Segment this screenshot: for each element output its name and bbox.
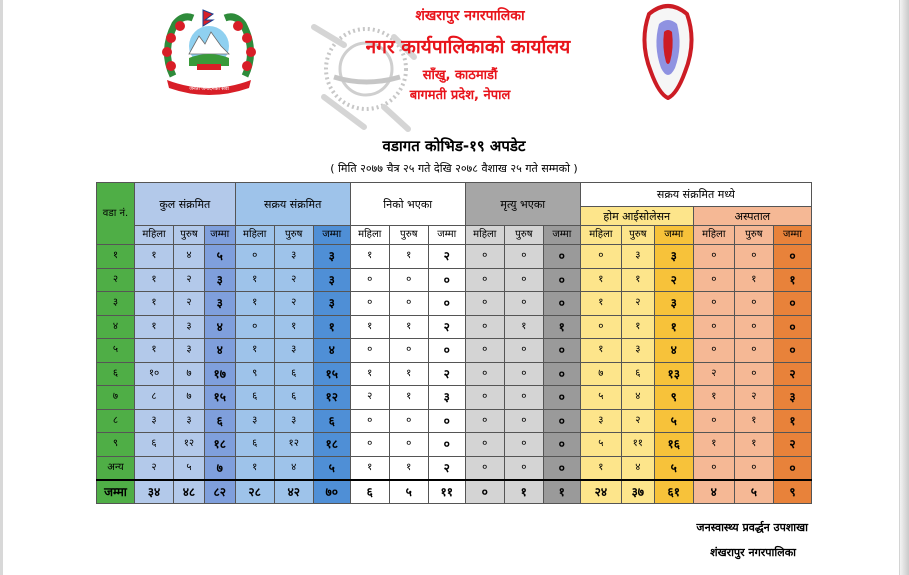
ward-cell: ७ <box>97 386 135 410</box>
deaths-female-cell: ० <box>465 386 504 410</box>
active-infected-total-cell: ५ <box>313 456 350 480</box>
total-infected-total-subheader: जम्मा <box>204 226 235 245</box>
hospital-female-cell: ० <box>693 292 734 316</box>
hospital-male-cell: ५ <box>734 480 773 504</box>
recovered-total-cell: ० <box>428 339 465 363</box>
home-isolation-female-cell: ० <box>580 245 621 269</box>
deaths-total-cell: ० <box>543 268 580 292</box>
deaths-male-cell: ० <box>504 292 543 316</box>
active-infected-male-cell: ६ <box>274 386 313 410</box>
active-infected-total-cell: १२ <box>313 386 350 410</box>
hospital-female-cell: ० <box>693 268 734 292</box>
hospital-male-subheader: पुरुष <box>734 226 773 245</box>
recovered-female-cell: ६ <box>350 480 389 504</box>
hospital-total-cell: २ <box>773 433 811 457</box>
home-isolation-total-cell: १३ <box>654 362 693 386</box>
active-infected-male-cell: ३ <box>274 339 313 363</box>
hospital-total-cell: ० <box>773 245 811 269</box>
total-infected-total-cell: १७ <box>204 362 235 386</box>
recovered-header: निको भएका <box>350 183 465 226</box>
nepal-emblem-icon <box>153 6 265 96</box>
active-infected-male-cell: ६ <box>274 362 313 386</box>
ward-cell: ६ <box>97 362 135 386</box>
active-infected-total-cell: १५ <box>313 362 350 386</box>
total-infected-total-cell: ४ <box>204 315 235 339</box>
home-isolation-female-cell: ३ <box>580 409 621 433</box>
total-infected-female-cell: ६ <box>135 433 174 457</box>
deaths-total-cell: ० <box>543 362 580 386</box>
active-infected-female-cell: १ <box>235 268 274 292</box>
total-infected-female-cell: १ <box>135 315 174 339</box>
active-infected-female-cell: ६ <box>235 433 274 457</box>
footer-municipality: शंखरापुर नगरपालिका <box>710 546 796 559</box>
total-infected-total-cell: १८ <box>204 433 235 457</box>
table-row <box>97 456 812 480</box>
ward-cell: ४ <box>97 315 135 339</box>
deaths-female-cell: ० <box>465 339 504 363</box>
deaths-male-cell: ० <box>504 433 543 457</box>
deaths-total-cell: ० <box>543 292 580 316</box>
deaths-total-cell: ० <box>543 245 580 269</box>
hospital-male-cell: २ <box>734 386 773 410</box>
hospital-male-cell: १ <box>734 268 773 292</box>
home-isolation-male-cell: ३ <box>621 339 654 363</box>
home-isolation-male-cell: ३ <box>621 245 654 269</box>
recovered-female-cell: ० <box>350 409 389 433</box>
home-isolation-total-cell: ५ <box>654 409 693 433</box>
total-infected-total-cell: ३ <box>204 292 235 316</box>
hospital-male-cell: ० <box>734 456 773 480</box>
recovered-male-cell: ० <box>389 409 428 433</box>
deaths-male-cell: १ <box>504 480 543 504</box>
footer-department: जनस्वास्थ्य प्रवर्द्धन उपशाखा <box>696 521 808 534</box>
total-infected-total-cell: १५ <box>204 386 235 410</box>
office-name: नगर कार्यपालिकाको कार्यालय <box>365 36 571 58</box>
active-infected-total-cell: १८ <box>313 433 350 457</box>
hospital-total-cell: ० <box>773 315 811 339</box>
total-infected-male-cell: ३ <box>174 315 205 339</box>
total-infected-total-cell: ५ <box>204 245 235 269</box>
recovered-female-cell: १ <box>350 456 389 480</box>
active-infected-female-cell: ० <box>235 315 274 339</box>
hospital-total-cell: ० <box>773 292 811 316</box>
deaths-male-cell: ० <box>504 339 543 363</box>
deaths-total-cell: १ <box>543 315 580 339</box>
total-infected-header: कुल संक्रमित <box>135 183 236 226</box>
total-infected-total-cell: ८२ <box>204 480 235 504</box>
recovered-female-cell: १ <box>350 315 389 339</box>
active-infected-female-cell: १ <box>235 456 274 480</box>
deaths-female-cell: ० <box>465 409 504 433</box>
home-isolation-male-subheader: पुरुष <box>621 226 654 245</box>
deaths-header: मृत्यु भएका <box>465 183 580 226</box>
hospital-female-cell: ० <box>693 456 734 480</box>
total-infected-male-cell: ७ <box>174 362 205 386</box>
total-infected-total-cell: ३ <box>204 268 235 292</box>
active-infected-female-cell: ६ <box>235 386 274 410</box>
home-isolation-total-subheader: जम्मा <box>654 226 693 245</box>
deaths-female-cell: ० <box>465 292 504 316</box>
hospital-female-subheader: महिला <box>693 226 734 245</box>
recovered-total-cell: ० <box>428 292 465 316</box>
deaths-female-cell: ० <box>465 268 504 292</box>
total-infected-male-cell: ४ <box>174 245 205 269</box>
total-infected-male-cell: २ <box>174 292 205 316</box>
home-isolation-female-cell: १ <box>580 268 621 292</box>
hospital-total-cell: ९ <box>773 480 811 504</box>
ward-cell: २ <box>97 268 135 292</box>
active-infected-male-cell: १२ <box>274 433 313 457</box>
hospital-male-cell: ० <box>734 245 773 269</box>
total-infected-female-cell: १ <box>135 339 174 363</box>
deaths-female-cell: ० <box>465 362 504 386</box>
recovered-total-cell: ११ <box>428 480 465 504</box>
office-location: साँखु, काठमाडौं <box>422 68 498 83</box>
home-isolation-total-cell: ९ <box>654 386 693 410</box>
total-infected-female-subheader: महिला <box>135 226 174 245</box>
recovered-male-subheader: पुरुष <box>389 226 428 245</box>
hospital-female-cell: २ <box>693 362 734 386</box>
active-infected-male-cell: ३ <box>274 409 313 433</box>
hospital-total-cell: १ <box>773 268 811 292</box>
active-infected-female-cell: ९ <box>235 362 274 386</box>
home-isolation-total-cell: ४ <box>654 339 693 363</box>
recovered-male-cell: ५ <box>389 480 428 504</box>
recovered-female-cell: ० <box>350 339 389 363</box>
table-row <box>97 339 812 363</box>
table-row <box>97 362 812 386</box>
total-row <box>97 480 812 504</box>
hospital-female-cell: ० <box>693 339 734 363</box>
active-infected-male-cell: ४ <box>274 456 313 480</box>
active-infected-female-cell: १ <box>235 339 274 363</box>
covid-ward-table <box>96 182 812 504</box>
recovered-female-cell: ० <box>350 268 389 292</box>
among-active-header: सक्रय संक्रमित मध्ये <box>580 183 811 207</box>
recovered-male-cell: ० <box>389 433 428 457</box>
window-scrollbar-edge[interactable] <box>899 0 909 575</box>
deaths-female-cell: ० <box>465 456 504 480</box>
total-infected-male-cell: ७ <box>174 386 205 410</box>
home-isolation-male-cell: ११ <box>621 433 654 457</box>
hospital-total-cell: ३ <box>773 386 811 410</box>
date-range-subtitle: ( मिति २०७७ चैत्र २५ गते देखि २०७८ वैशाख २५ गते सम्मको ) <box>330 162 578 175</box>
table-row <box>97 315 812 339</box>
recovered-total-cell: ३ <box>428 386 465 410</box>
total-infected-female-cell: १ <box>135 245 174 269</box>
active-infected-male-subheader: पुरुष <box>274 226 313 245</box>
recovered-male-cell: ० <box>389 292 428 316</box>
recovered-male-cell: १ <box>389 362 428 386</box>
total-infected-female-cell: १ <box>135 292 174 316</box>
municipality-name: शंखरापुर नगरपालिका <box>415 8 525 24</box>
hospital-total-cell: १ <box>773 409 811 433</box>
active-infected-total-cell: ७० <box>313 480 350 504</box>
deaths-male-cell: ० <box>504 362 543 386</box>
hospital-male-cell: १ <box>734 433 773 457</box>
hospital-total-subheader: जम्मा <box>773 226 811 245</box>
deaths-total-cell: ० <box>543 409 580 433</box>
total-infected-male-cell: ३ <box>174 409 205 433</box>
active-infected-total-subheader: जम्मा <box>313 226 350 245</box>
active-infected-male-cell: २ <box>274 268 313 292</box>
deaths-male-cell: १ <box>504 315 543 339</box>
active-infected-male-cell: १ <box>274 315 313 339</box>
total-infected-total-cell: ७ <box>204 456 235 480</box>
hospital-male-cell: ० <box>734 315 773 339</box>
total-infected-male-cell: १२ <box>174 433 205 457</box>
deaths-total-cell: १ <box>543 480 580 504</box>
hospital-female-cell: १ <box>693 386 734 410</box>
active-infected-female-cell: १ <box>235 292 274 316</box>
hospital-total-cell: २ <box>773 362 811 386</box>
ward-cell: १ <box>97 245 135 269</box>
hospital-male-cell: ० <box>734 292 773 316</box>
office-province: बागमती प्रदेश, नेपाल <box>409 88 511 103</box>
deaths-total-cell: ० <box>543 339 580 363</box>
hospital-female-cell: ० <box>693 315 734 339</box>
active-infected-total-cell: ३ <box>313 292 350 316</box>
recovered-male-cell: ० <box>389 339 428 363</box>
ward-cell: अन्य <box>97 456 135 480</box>
hospital-female-cell: ० <box>693 245 734 269</box>
active-infected-female-cell: ३ <box>235 409 274 433</box>
recovered-female-cell: १ <box>350 362 389 386</box>
total-infected-male-cell: ४८ <box>174 480 205 504</box>
deaths-male-cell: ० <box>504 268 543 292</box>
home-isolation-female-subheader: महिला <box>580 226 621 245</box>
active-infected-male-cell: २ <box>274 292 313 316</box>
home-isolation-female-cell: ७ <box>580 362 621 386</box>
hospital-header: अस्पताल <box>693 207 811 226</box>
home-isolation-male-cell: २ <box>621 409 654 433</box>
active-infected-female-cell: २८ <box>235 480 274 504</box>
total-infected-female-cell: २ <box>135 456 174 480</box>
active-infected-total-cell: ६ <box>313 409 350 433</box>
ward-cell: जम्मा <box>97 480 135 504</box>
table-row <box>97 268 812 292</box>
svg-text:जनता जनार्दनको सेवा: जनता जनार्दनको सेवा <box>189 86 229 92</box>
total-infected-male-cell: २ <box>174 268 205 292</box>
total-infected-female-cell: १० <box>135 362 174 386</box>
active-infected-total-cell: ३ <box>313 245 350 269</box>
home-isolation-female-cell: २४ <box>580 480 621 504</box>
total-infected-female-cell: ३४ <box>135 480 174 504</box>
total-infected-total-cell: ६ <box>204 409 235 433</box>
recovered-male-cell: १ <box>389 456 428 480</box>
hospital-male-cell: ० <box>734 339 773 363</box>
home-isolation-male-cell: १ <box>621 315 654 339</box>
total-infected-male-cell: ५ <box>174 456 205 480</box>
table-row <box>97 245 812 269</box>
recovered-total-cell: २ <box>428 315 465 339</box>
home-isolation-total-cell: ६१ <box>654 480 693 504</box>
deaths-total-cell: ० <box>543 433 580 457</box>
recovered-female-cell: २ <box>350 386 389 410</box>
recovered-male-cell: १ <box>389 245 428 269</box>
deaths-male-subheader: पुरुष <box>504 226 543 245</box>
active-infected-header: सक्रय संक्रमित <box>235 183 350 226</box>
recovered-total-cell: ० <box>428 268 465 292</box>
total-infected-female-cell: ८ <box>135 386 174 410</box>
recovered-female-cell: ० <box>350 292 389 316</box>
deaths-female-subheader: महिला <box>465 226 504 245</box>
recovered-total-cell: २ <box>428 456 465 480</box>
recovered-male-cell: १ <box>389 386 428 410</box>
hospital-female-cell: १ <box>693 433 734 457</box>
table-row <box>97 292 812 316</box>
recovered-total-cell: २ <box>428 245 465 269</box>
hospital-total-cell: ० <box>773 456 811 480</box>
total-infected-male-subheader: पुरुष <box>174 226 205 245</box>
ward-cell: ५ <box>97 339 135 363</box>
home-isolation-female-cell: १ <box>580 292 621 316</box>
table-row <box>97 433 812 457</box>
deaths-female-cell: ० <box>465 245 504 269</box>
home-isolation-male-cell: ६ <box>621 362 654 386</box>
hospital-female-cell: ० <box>693 409 734 433</box>
recovered-female-cell: १ <box>350 245 389 269</box>
deaths-total-cell: ० <box>543 456 580 480</box>
home-isolation-total-cell: ३ <box>654 245 693 269</box>
ward-cell: ३ <box>97 292 135 316</box>
deaths-total-subheader: जम्मा <box>543 226 580 245</box>
home-isolation-female-cell: ५ <box>580 386 621 410</box>
page-title: वडागत कोभिड-१९ अपडेट <box>382 137 526 155</box>
hospital-male-cell: १ <box>734 409 773 433</box>
deaths-male-cell: ० <box>504 409 543 433</box>
recovered-female-subheader: महिला <box>350 226 389 245</box>
active-infected-female-cell: ० <box>235 245 274 269</box>
active-infected-male-cell: ३ <box>274 245 313 269</box>
deaths-female-cell: ० <box>465 433 504 457</box>
deaths-male-cell: ० <box>504 456 543 480</box>
ward-cell: ९ <box>97 433 135 457</box>
home-isolation-male-cell: ४ <box>621 386 654 410</box>
home-isolation-male-cell: १ <box>621 268 654 292</box>
home-isolation-male-cell: २ <box>621 292 654 316</box>
deaths-female-cell: ० <box>465 315 504 339</box>
recovered-female-cell: ० <box>350 433 389 457</box>
recovered-total-subheader: जम्मा <box>428 226 465 245</box>
home-isolation-female-cell: १ <box>580 456 621 480</box>
home-isolation-female-cell: १ <box>580 339 621 363</box>
recovered-total-cell: २ <box>428 362 465 386</box>
home-isolation-header: होम आईसोलेसन <box>580 207 693 226</box>
home-isolation-total-cell: १ <box>654 315 693 339</box>
home-isolation-total-cell: २ <box>654 268 693 292</box>
deaths-male-cell: ० <box>504 386 543 410</box>
total-infected-female-cell: १ <box>135 268 174 292</box>
active-infected-total-cell: ४ <box>313 339 350 363</box>
home-isolation-male-cell: ३७ <box>621 480 654 504</box>
conch-shell-logo-icon <box>637 2 699 100</box>
hospital-male-cell: ० <box>734 362 773 386</box>
home-isolation-total-cell: ५ <box>654 456 693 480</box>
active-infected-female-subheader: महिला <box>235 226 274 245</box>
recovered-male-cell: ० <box>389 268 428 292</box>
active-infected-total-cell: ३ <box>313 268 350 292</box>
deaths-female-cell: ० <box>465 480 504 504</box>
home-isolation-female-cell: ० <box>580 315 621 339</box>
home-isolation-female-cell: ५ <box>580 433 621 457</box>
hospital-total-cell: ० <box>773 339 811 363</box>
recovered-male-cell: १ <box>389 315 428 339</box>
table-row <box>97 409 812 433</box>
deaths-total-cell: ० <box>543 386 580 410</box>
active-infected-total-cell: १ <box>313 315 350 339</box>
total-infected-male-cell: ३ <box>174 339 205 363</box>
total-infected-total-cell: ४ <box>204 339 235 363</box>
home-isolation-total-cell: ३ <box>654 292 693 316</box>
ward-cell: ८ <box>97 409 135 433</box>
hospital-female-cell: ४ <box>693 480 734 504</box>
recovered-total-cell: ० <box>428 409 465 433</box>
ward-no-header: वडा नं. <box>97 183 135 245</box>
table-row <box>97 386 812 410</box>
deaths-male-cell: ० <box>504 245 543 269</box>
home-isolation-total-cell: १६ <box>654 433 693 457</box>
active-infected-male-cell: ४२ <box>274 480 313 504</box>
window-left-edge <box>0 0 3 575</box>
recovered-total-cell: ० <box>428 433 465 457</box>
home-isolation-male-cell: ४ <box>621 456 654 480</box>
total-infected-female-cell: ३ <box>135 409 174 433</box>
